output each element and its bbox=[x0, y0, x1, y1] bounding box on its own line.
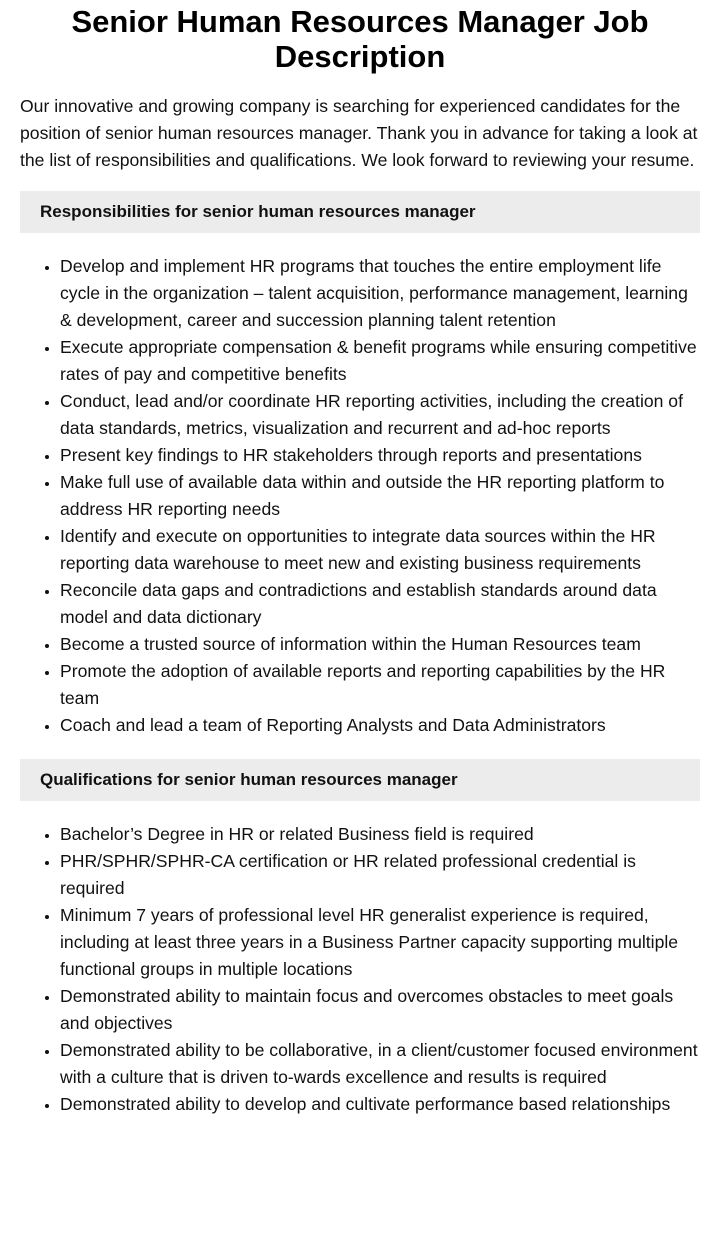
qualifications-list bbox=[20, 821, 700, 1118]
list-item: • Minimum 7 years of professional level HR generalist experience is required, including at least three years in a Business Partner capacity supporting multiple functional groups in multiple locations bbox=[60, 902, 700, 983]
intro-paragraph: Our innovative and growing company is searching for experienced candidates for the position of senior human resources manager. Thank you in advance for taking a look at the list of responsibilities and qualifications. We look forward to reviewing your resume. bbox=[20, 96, 698, 170]
qualifications-heading: Qualifications for senior human resources manager bbox=[20, 759, 700, 801]
page-title: Senior Human Resources Manager Job Description bbox=[71, 4, 649, 74]
list-item: • Promote the adoption of available reports and reporting capabilities by the HR team bbox=[60, 658, 700, 712]
responsibilities-heading: Responsibilities for senior human resources manager bbox=[20, 191, 700, 233]
list-item: • Identify and execute on opportunities to integrate data sources within the HR reporting data warehouse to meet new and existing business requirements bbox=[60, 523, 700, 577]
list-item: • Conduct, lead and/or coordinate HR reporting activities, including the creation of data standards, metrics, visualization and recurrent and ad-hoc reports bbox=[60, 388, 700, 442]
list-item: • Make full use of available data within and outside the HR reporting platform to address HR reporting needs bbox=[60, 469, 700, 523]
list-item: • Coach and lead a team of Reporting Analysts and Data Administrators bbox=[60, 712, 700, 739]
list-item: • Reconcile data gaps and contradictions and establish standards around data model and data dictionary bbox=[60, 577, 700, 631]
list-item: • Bachelor’s Degree in HR or related Business field is required bbox=[60, 821, 700, 848]
responsibilities-list bbox=[20, 253, 700, 739]
list-item: • Demonstrated ability to be collaborative, in a client/customer focused environment with a culture that is driven to-wards excellence and results is required bbox=[60, 1037, 700, 1091]
list-item: • Develop and implement HR programs that touches the entire employment life cycle in the organization – talent acquisition, performance management, learning & development, career and succession planning talent retention bbox=[60, 253, 700, 334]
list-item: • PHR/SPHR/SPHR-CA certification or HR related professional credential is required bbox=[60, 848, 700, 902]
list-item: • Become a trusted source of information within the Human Resources team bbox=[60, 631, 700, 658]
list-item: • Present key findings to HR stakeholders through reports and presentations bbox=[60, 442, 700, 469]
list-item: • Demonstrated ability to develop and cultivate performance based relationships bbox=[60, 1091, 700, 1118]
list-item: • Execute appropriate compensation & benefit programs while ensuring competitive rates of pay and competitive benefits bbox=[60, 334, 700, 388]
list-item: • Demonstrated ability to maintain focus and overcomes obstacles to meet goals and objectives bbox=[60, 983, 700, 1037]
